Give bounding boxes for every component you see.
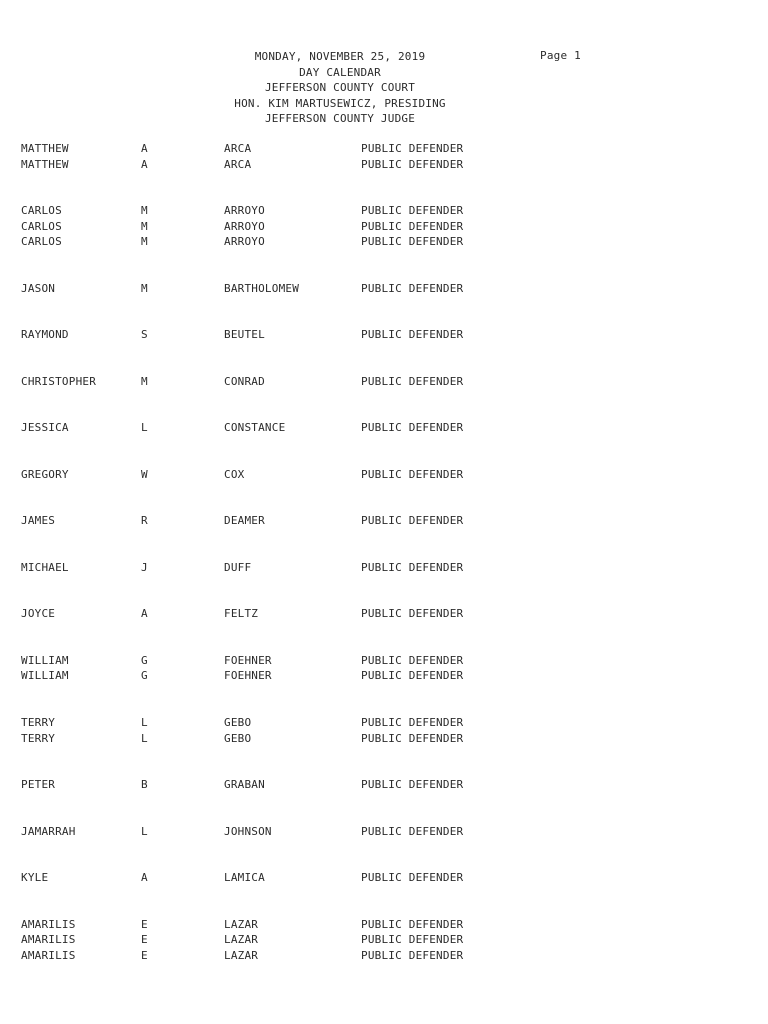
defendant-last-name: BARTHOLOMEW xyxy=(224,281,300,295)
defendant-first-name: MATTHEW xyxy=(21,157,69,171)
defendant-middle-initial: R xyxy=(141,514,148,528)
defendant-last-name: JOHNSON xyxy=(224,824,272,838)
calendar-entry-row xyxy=(0,468,768,483)
attorney-name: PUBLIC DEFENDER xyxy=(361,421,464,435)
defendant-first-name: JOYCE xyxy=(21,607,56,621)
defendant-first-name: JESSICA xyxy=(21,421,69,435)
defendant-last-name: ARCA xyxy=(224,142,252,155)
defendant-first-name: AMARILIS xyxy=(21,933,76,947)
attorney-name: PUBLIC DEFENDER xyxy=(361,715,464,729)
attorney-name: PUBLIC DEFENDER xyxy=(361,157,464,171)
attorney-name: PUBLIC DEFENDER xyxy=(361,871,464,884)
calendar-entry-row xyxy=(0,375,768,390)
defendant-middle-initial: L xyxy=(141,731,148,745)
calendar-type: DAY CALENDAR xyxy=(299,65,381,79)
defendant-last-name: DUFF xyxy=(224,560,252,574)
attorney-name: PUBLIC DEFENDER xyxy=(361,933,464,947)
calendar-entry-row xyxy=(0,825,768,840)
calendar-entry-row xyxy=(0,204,768,219)
defendant-first-name: MICHAEL xyxy=(21,560,69,574)
attorney-name: PUBLIC DEFENDER xyxy=(361,917,464,931)
defendant-middle-initial: A xyxy=(141,157,148,171)
attorney-name: PUBLIC DEFENDER xyxy=(361,514,464,528)
calendar-entry-row xyxy=(0,158,768,173)
attorney-name: PUBLIC DEFENDER xyxy=(361,778,464,791)
defendant-last-name: GRABAN xyxy=(224,778,265,791)
defendant-middle-initial: G xyxy=(141,653,148,667)
defendant-first-name: CHRISTOPHER xyxy=(21,374,97,388)
defendant-middle-initial: B xyxy=(141,778,148,791)
defendant-last-name: CONRAD xyxy=(224,374,265,388)
defendant-first-name: CARLOS xyxy=(21,235,62,249)
defendant-last-name: BEUTEL xyxy=(224,328,265,342)
defendant-first-name: CARLOS xyxy=(21,219,62,233)
defendant-first-name: KYLE xyxy=(21,871,49,884)
defendant-first-name: AMARILIS xyxy=(21,948,76,962)
defendant-last-name: DEAMER xyxy=(224,514,265,528)
defendant-first-name: WILLIAM xyxy=(21,669,69,683)
defendant-last-name: LAZAR xyxy=(224,933,259,947)
calendar-entry-row xyxy=(0,949,768,964)
defendant-last-name: FELTZ xyxy=(224,607,259,621)
attorney-name: PUBLIC DEFENDER xyxy=(361,607,464,621)
defendant-last-name: FOEHNER xyxy=(224,653,272,667)
defendant-last-name: LAZAR xyxy=(224,917,259,931)
attorney-name: PUBLIC DEFENDER xyxy=(361,467,464,481)
defendant-middle-initial: W xyxy=(141,467,148,481)
defendant-middle-initial: E xyxy=(141,948,148,962)
calendar-entry-row xyxy=(0,871,768,886)
defendant-last-name: ARCA xyxy=(224,157,252,171)
calendar-entry-row xyxy=(0,514,768,529)
calendar-entry-row xyxy=(0,918,768,933)
calendar-date: MONDAY, NOVEMBER 25, 2019 xyxy=(254,50,426,63)
attorney-name: PUBLIC DEFENDER xyxy=(361,281,464,295)
defendant-last-name: ARROYO xyxy=(224,219,265,233)
calendar-entry-row xyxy=(0,561,768,576)
defendant-last-name: LAMICA xyxy=(224,871,265,884)
defendant-middle-initial: J xyxy=(141,560,148,574)
calendar-entry-row xyxy=(0,607,768,622)
defendant-last-name: FOEHNER xyxy=(224,669,272,683)
defendant-last-name: CONSTANCE xyxy=(224,421,286,435)
defendant-middle-initial: G xyxy=(141,669,148,683)
calendar-entry-row xyxy=(0,328,768,343)
defendant-first-name: RAYMOND xyxy=(21,328,69,342)
defendant-middle-initial: A xyxy=(141,607,148,621)
presiding-judge: HON. KIM MARTUSEWICZ, PRESIDING xyxy=(234,96,446,110)
defendant-first-name: TERRY xyxy=(21,731,56,745)
defendant-last-name: ARROYO xyxy=(224,204,265,218)
defendant-middle-initial: M xyxy=(141,374,148,388)
defendant-first-name: WILLIAM xyxy=(21,653,69,667)
calendar-entry-row xyxy=(0,732,768,747)
attorney-name: PUBLIC DEFENDER xyxy=(361,235,464,249)
defendant-first-name: JAMES xyxy=(21,514,56,528)
calendar-entry-row xyxy=(0,142,768,157)
defendant-last-name: COX xyxy=(224,467,245,481)
calendar-entry-row xyxy=(0,235,768,250)
defendant-middle-initial: M xyxy=(141,219,148,233)
defendant-last-name: GEBO xyxy=(224,715,252,729)
defendant-middle-initial: E xyxy=(141,933,148,947)
calendar-entry-row xyxy=(0,282,768,297)
defendant-first-name: JAMARRAH xyxy=(21,824,76,838)
attorney-name: PUBLIC DEFENDER xyxy=(361,374,464,388)
attorney-name: PUBLIC DEFENDER xyxy=(361,142,464,155)
attorney-name: PUBLIC DEFENDER xyxy=(361,204,464,218)
calendar-entry-row xyxy=(0,654,768,669)
defendant-last-name: GEBO xyxy=(224,731,252,745)
defendant-first-name: PETER xyxy=(21,778,56,791)
court-name: JEFFERSON COUNTY COURT xyxy=(264,81,416,94)
attorney-name: PUBLIC DEFENDER xyxy=(361,560,464,574)
attorney-name: PUBLIC DEFENDER xyxy=(361,219,464,233)
defendant-first-name: GREGORY xyxy=(21,467,69,481)
calendar-entry-row xyxy=(0,421,768,436)
page-number: Page 1 xyxy=(540,49,581,62)
defendant-first-name: AMARILIS xyxy=(21,917,76,931)
defendant-first-name: TERRY xyxy=(21,715,56,729)
attorney-name: PUBLIC DEFENDER xyxy=(361,328,464,342)
attorney-name: PUBLIC DEFENDER xyxy=(361,653,464,667)
attorney-name: PUBLIC DEFENDER xyxy=(361,731,464,745)
defendant-first-name: CARLOS xyxy=(21,204,62,218)
defendant-middle-initial: S xyxy=(141,328,148,342)
attorney-name: PUBLIC DEFENDER xyxy=(361,948,464,962)
defendant-middle-initial: M xyxy=(141,204,148,218)
calendar-entry-row xyxy=(0,933,768,948)
defendant-last-name: ARROYO xyxy=(224,235,265,249)
defendant-middle-initial: A xyxy=(141,871,148,884)
defendant-middle-initial: A xyxy=(141,142,148,155)
defendant-middle-initial: M xyxy=(141,281,148,295)
defendant-middle-initial: M xyxy=(141,235,148,249)
calendar-entry-row xyxy=(0,669,768,684)
attorney-name: PUBLIC DEFENDER xyxy=(361,824,464,838)
defendant-first-name: JASON xyxy=(21,281,56,295)
judge-title: JEFFERSON COUNTY JUDGE xyxy=(264,112,416,125)
defendant-last-name: LAZAR xyxy=(224,948,259,962)
defendant-middle-initial: E xyxy=(141,917,148,931)
defendant-middle-initial: L xyxy=(141,421,148,435)
attorney-name: PUBLIC DEFENDER xyxy=(361,669,464,683)
defendant-first-name: MATTHEW xyxy=(21,142,69,155)
defendant-middle-initial: L xyxy=(141,824,148,838)
defendant-middle-initial: L xyxy=(141,715,148,729)
calendar-entry-row xyxy=(0,716,768,731)
calendar-entry-row xyxy=(0,778,768,793)
calendar-entry-row xyxy=(0,220,768,235)
